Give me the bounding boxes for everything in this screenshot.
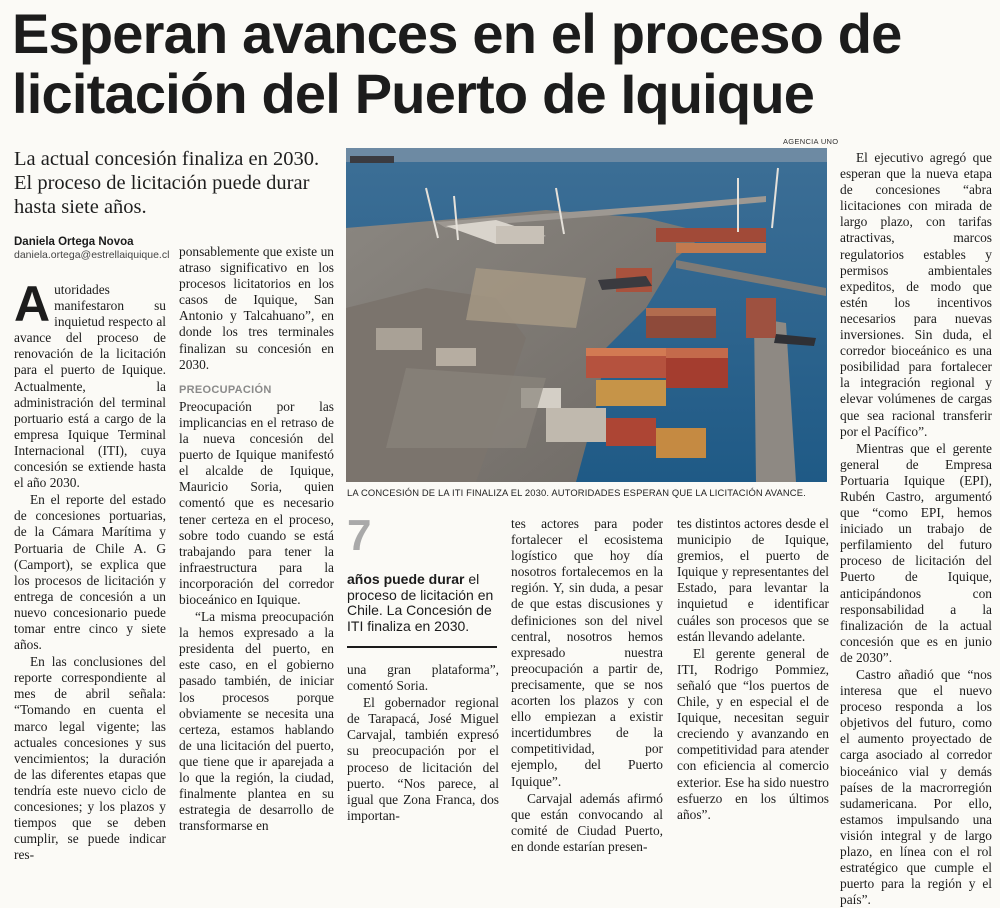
paragraph: ponsablemente que existe un atraso significativo en los procesos licitatorios en los casos de Iquique, San Antonio y Talcahuano”, en donde los tres terminales finalizan su concesión en 2030. bbox=[179, 244, 334, 372]
article-column-2 bbox=[179, 244, 334, 834]
paragraph: Castro añadió que “nos interesa que el nuevo proceso responda a los objetivos del futuro, como el aumento proyectado de carga asociado al corredor bioceánico vial y demás países de la macrorregión sudamericana. Por ello, estamos impulsando una visión integral y de largo plazo, en línea con el rol estratégico que cumple el puerto para la región y el país”. bbox=[840, 667, 992, 908]
callout-text: años puede durar el proceso de licitación en Chile. La Concesión de ITI finaliza en 2030. bbox=[347, 571, 494, 634]
stat-callout bbox=[347, 511, 499, 648]
port-photo bbox=[346, 148, 827, 482]
paragraph: Carvajal además afirmó que están convocando al comité de Ciudad Puerto, en donde estarían presen- bbox=[511, 790, 663, 854]
photo-credit: AGENCIA UNO bbox=[783, 137, 839, 146]
article-column-4 bbox=[511, 516, 663, 855]
headline-line-1: Esperan avances en el proceso de bbox=[12, 2, 902, 65]
deck bbox=[14, 147, 340, 219]
paragraph: “La misma preocupación la hemos expresado a la presidenta del puerto, en este caso, en el gobierno pasado también, de iniciar los procesos porque obviamente se necesita una certeza, estamos hablando de una licitación del puerto, que tiene que ir aparejada a lo que la región, la ciudad, finalmente planteа en su estrategia de desarrollo de transformarse en bbox=[179, 609, 334, 834]
headline-line-2: licitación del Puerto de Iquique bbox=[12, 62, 815, 125]
paragraph: una gran plataforma”, comentó Soria. bbox=[347, 662, 499, 694]
paragraph: tes distintos actores desde el municipio de Iquique, gremios, el puerto de Iquique y representantes del Estado, para levantar la inquietud e identificar cuáles son procesos que se están llevando adelante. bbox=[677, 516, 829, 644]
dropcap: A bbox=[14, 276, 51, 332]
paragraph: En el reporte del estado de concesiones portuarias, de la Cámara Marítima y Portuaria de Chile A. G (Camport), se explica que los procesos de licitación y entrega de concesión a un nuevo concesionario puede tomar entre cinco y siete años. bbox=[14, 492, 166, 653]
article-column-5 bbox=[677, 516, 829, 823]
callout-rule bbox=[347, 646, 497, 648]
deck-line-3: hasta siete años. bbox=[14, 196, 147, 218]
paragraph: Autoridades manifestaron su inquietud respecto al avance del proceso de renovación de la licitación para el puerto de Iquique. Actualmente, la administración del terminal portuario está a cargo de la empresa Iquique Terminal Internacional (ITI), cuya concesión se extiende hasta el año 2030. bbox=[14, 276, 166, 491]
paragraph: En las conclusiones del reporte correspondiente al mes de abril señala: “Tomando en cuenta el marco legal vigente; las actuales concesiones y sus vencimientos; la duración de las diferentes etapas que tendría este nuevo ciclo de concesiones; y los plazos y tiempos que se deben cumplir, se puede indicar res- bbox=[14, 654, 166, 863]
headline bbox=[12, 4, 992, 124]
author-email[interactable]: daniela.ortega@estrellaiquique.cl bbox=[14, 249, 170, 261]
article-column-3 bbox=[347, 662, 499, 824]
paragraph: El gerente general de ITI, Rodrigo Pommiez, señaló que “los puertos de Chile, y en especial el de Iquique, necesitan seguir creciendo y avanzando en competitividad para atender con eficiencia al comercio exterior. Ese ha sido nuestro esfuerzo en los últimos años”. bbox=[677, 645, 829, 822]
paragraph: El gobernador regional de Tarapacá, José Miguel Carvajal, también expresó su preocupación por el proceso de licitación del puerto. “Nos parece, al igual que Zona Franca, dos importan- bbox=[347, 695, 499, 823]
photo-caption: LA CONCESIÓN DE LA ITI FINALIZA EL 2030. AUTORIDADES ESPERAN QUE LA LICITACIÓN AVANCE. bbox=[347, 487, 806, 498]
article-column-1 bbox=[14, 276, 166, 863]
callout-number: 7 bbox=[347, 511, 372, 560]
paragraph: El ejecutivo agregó que esperan que la nueva etapa de concesiones “abra licitaciones con mirada de largo plazo, con tarifas atractivas, marcos regulatorios estables y permisos ambientales expeditos, de modo que estén los incentivos necesarios para nuevas inversiones. Sin duda, el corredor bioceánico es una posibilidad para fortalecer la integración regional y elevar volúmenes de cargas que sea racional transferir por el Pacífico”. bbox=[840, 150, 992, 439]
deck-line-2: El proceso de licitación puede durar bbox=[14, 172, 310, 194]
deck-line-1: La actual concesión finaliza en 2030. bbox=[14, 148, 320, 170]
section-subhead: PREOCUPACIÓN bbox=[179, 383, 272, 396]
author-name: Daniela Ortega Novoa bbox=[14, 236, 134, 248]
paragraph: tes actores para poder fortalecer el ecosistema logístico que hoy día nosotros fortalecemos en la región. Y, sin duda, a pesar de que estas discusiones y definiciones son del nivel central, nosotros hemos expresado nuestra preocupación a partir de, precisamente, que se nos acorten los plazos y con ello empiezan a existir incertidumbres de la competitividad, por ejemplo, del Puerto Iquique”. bbox=[511, 516, 663, 789]
article-column-6 bbox=[840, 150, 992, 908]
paragraph: Preocupación por las implicancias en el retraso de la nueva concesión del puerto de Iquique manifestó el alcalde de Iquique, Mauricio Soria, quien comentó que es necesario tener certeza en el proceso, sobre todo cuando se está trabajando para tener la infraestructura para la incorporación del corredor bioceánico en Iquique. bbox=[179, 398, 334, 607]
paragraph: Mientras que el gerente general de Empresa Portuaria Iquique (EPI), Rubén Castro, argumentó que “como EPI, hemos iniciado un trabajo de perfilamiento del futuro proceso de licitación del Puerto de Iquique, anticipándonos con responsabilidad a la finalización de la actual concesión que es en junio de 2030”. bbox=[840, 440, 992, 665]
